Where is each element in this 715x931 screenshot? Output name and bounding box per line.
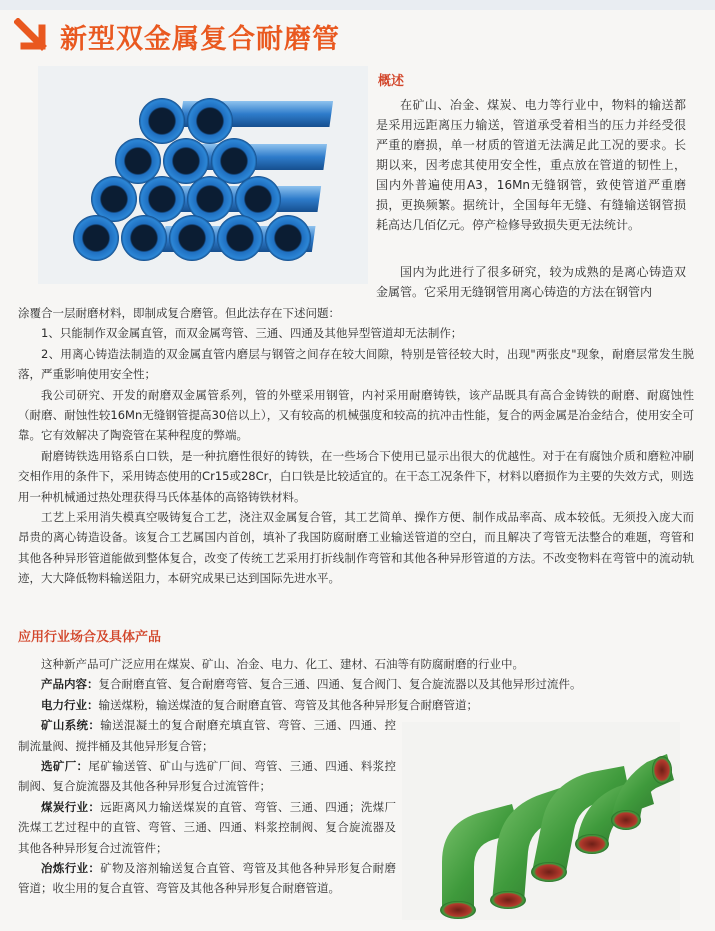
application-label: 冶炼行业： bbox=[41, 861, 101, 876]
green-elbow-pipes-photo bbox=[402, 722, 680, 920]
main-paragraph-5: 耐磨铸铁选用铬系白口铁，是一种抗磨性很好的铸铁，在一些场合下使用已显示出很大的优越性。对于在有腐蚀介质和磨粒冲刷交相作用的条件下，采用铸态使用的Cr15或28Cr，白口铁是比较适宜的。在干态工况条件下，材料以磨损作为主要的失效方式，则选用一种机械通过热处理获得马氏体基体的高铬铸铁材料。 bbox=[18, 448, 694, 504]
main-paragraph-1: 涂覆合一层耐磨材料，即制成复合磨管。但此法存在下述问题： bbox=[18, 306, 340, 320]
application-text: 输送混凝土的复合耐磨充填直管、弯管、三通、四通、控制流量阀、搅拌桶及其他异形复合管； bbox=[18, 718, 397, 753]
application-label: 选矿厂： bbox=[41, 759, 89, 774]
application-text: 复合耐磨直管、复合耐磨弯管、复合三通、四通、复合阀门、复合旋流器以及其他异形过流件。 bbox=[98, 677, 582, 692]
application-item-ore-dressing bbox=[18, 756, 396, 797]
application-label: 矿山系统： bbox=[41, 718, 101, 733]
application-item-smelting bbox=[18, 858, 396, 899]
main-body bbox=[18, 303, 694, 589]
overview-heading: 概述 bbox=[378, 74, 405, 89]
diagonal-arrow-icon bbox=[14, 18, 50, 54]
application-item-products bbox=[18, 674, 694, 694]
application-text: 远距离风力输送煤炭的直管、弯管、三通、四通；洗煤厂洗煤工艺过程中的直管、弯管、三通、四通、料浆控制阀、复合旋流器及其他各种异形复合过流管件； bbox=[18, 799, 397, 855]
application-label: 产品内容： bbox=[41, 677, 99, 692]
application-item-mining bbox=[18, 715, 396, 756]
main-paragraph-2: 1、只能制作双金属直管，而双金属弯管、三通、四通及其他异型管道却无法制作； bbox=[41, 326, 463, 341]
application-label: 煤炭行业： bbox=[41, 799, 101, 814]
page-title: 新型双金属复合耐磨管 bbox=[60, 23, 340, 55]
overview-paragraph-1: 在矿山、冶金、煤炭、电力等行业中，物料的输送都是采用远距离压力输送，管道承受着相当的压力并经受很严重的磨损，单一材质的管道无法满足此工况的要求。长期以来，因考虑其使用安全性，重点放在管道的韧性上，国内外普遍使用A3，16Mn无缝钢管，致使管道严重磨损，更换频繁。据统计，全国每年无缝、有缝输送钢管损耗高达几佰亿元。停产检修导致损失更无法统计。 bbox=[376, 98, 686, 232]
applications-heading: 应用行业场合及具体产品 bbox=[18, 630, 162, 645]
application-label: 电力行业： bbox=[41, 697, 99, 712]
application-item-coal bbox=[18, 797, 396, 858]
blue-pipe-stack-photo bbox=[38, 66, 368, 284]
main-paragraph-3: 2、用离心铸造法制造的双金属直管内磨层与钢管之间存在较大间隙，特别是管径较大时，出现"两张皮"现象，耐磨层常发生脱落，严重影响使用安全性； bbox=[18, 346, 694, 382]
application-text: 矿物及溶剂输送复合直管、弯管及其他各种异形复合耐磨管道；收尘用的复合直管、弯管及其他各种异形复合耐磨管道。 bbox=[18, 861, 397, 896]
application-text: 尾矿输送管、矿山与选矿厂间、弯管、三通、四通、料浆控制阀、复合旋流器及其他各种异形复合过流管件； bbox=[18, 759, 397, 794]
main-paragraph-6: 工艺上采用消失模真空吸铸复合工艺，浇注双金属复合管，其工艺简单、操作方便、制作成品率高、成本较低。无须投入庞大而昂贵的离心铸造设备。该复合工艺属国内首创，填补了我国防腐耐磨工业输送管道的空白，而且解决了弯管无法整合的难题，弯管和其他各种异形管道能做到整体复合，改变了传统工艺采用打折线制作弯管和其他各种异形管道的方法。不改变物料在弯管中的流动轨迹，大大降低物料输送阻力，本研究成果已达到国际先进水平。 bbox=[18, 510, 694, 586]
applications-intro: 这种新产品可广泛应用在煤炭、矿山、冶金、电力、化工、建材、石油等有防腐耐磨的行业中。 bbox=[41, 657, 524, 671]
overview-paragraph-2: 国内为此进行了很多研究，较为成熟的是离心铸造双金属管。它采用无缝钢管用离心铸造的方法在钢管内 bbox=[376, 265, 686, 299]
application-text: 输送煤粉，输送煤渣的复合耐磨直管、弯管及其他各种异形复合耐磨管道； bbox=[98, 697, 478, 712]
top-band bbox=[0, 0, 715, 10]
title-bar bbox=[14, 16, 340, 56]
main-paragraph-4: 我公司研究、开发的耐磨双金属管系列，管的外壁采用钢管，内衬采用耐磨铸铁，该产品既具有高合金铸铁的耐磨、耐腐蚀性（耐磨、耐蚀性较16Mn无缝钢管提高30倍以上），又有较高的机械强度和较高的抗冲击性能，复合的两金属是冶金结合，使用安全可靠。它有效解决了陶瓷管在某种程度的弊端。 bbox=[18, 387, 694, 443]
application-item-power bbox=[18, 695, 694, 715]
